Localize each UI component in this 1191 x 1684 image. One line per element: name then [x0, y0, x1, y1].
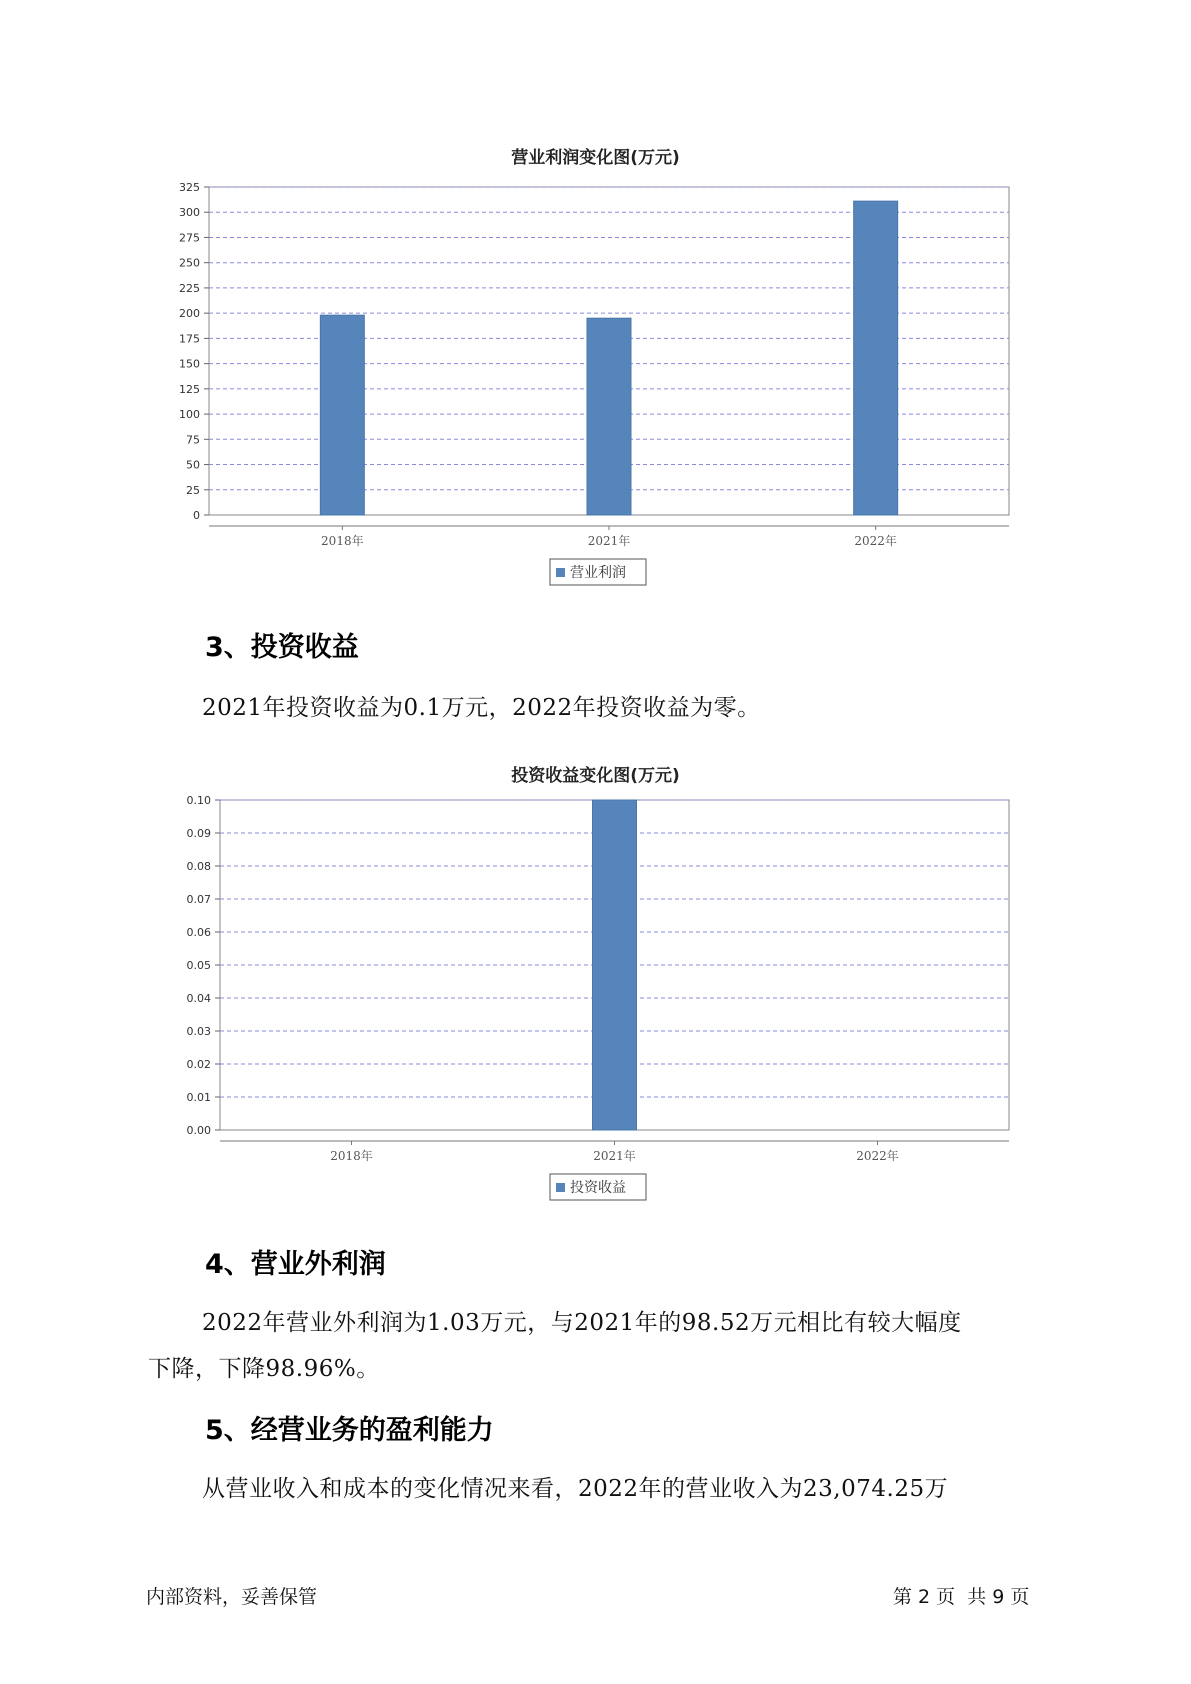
section3-heading: 3、投资收益 [205, 632, 359, 663]
section4-line1: 2022年营业外利润为1.03万元，与2021年的98.52万元相比有较大幅度 [202, 1310, 962, 1336]
x-tick-label: 2018年 [330, 1149, 373, 1163]
y-tick-label: 0.10 [186, 794, 211, 807]
legend-swatch [556, 1183, 565, 1192]
bar-2022年 [854, 201, 898, 515]
y-tick-label: 125 [179, 382, 200, 396]
y-tick-label: 0.09 [186, 827, 211, 840]
y-tick-label: 25 [186, 483, 200, 497]
y-tick-label: 300 [179, 206, 200, 220]
y-tick-label: 200 [179, 307, 200, 321]
y-tick-label: 0.01 [186, 1091, 211, 1104]
y-tick-label: 0.06 [186, 926, 211, 939]
bar-2021年 [593, 800, 637, 1130]
y-tick-label: 0.05 [186, 959, 211, 972]
y-tick-label: 0.00 [186, 1124, 211, 1137]
chart2-title: 投资收益变化图(万元) [511, 766, 680, 786]
y-tick-label: 75 [186, 433, 200, 447]
y-tick-label: 0 [193, 509, 200, 522]
section5-heading: 5、经营业务的盈利能力 [205, 1415, 494, 1446]
y-tick-label: 175 [179, 332, 200, 346]
y-tick-label: 50 [186, 458, 200, 472]
y-tick-label: 225 [179, 281, 200, 295]
section4-heading: 4、营业外利润 [205, 1249, 386, 1280]
operating-profit-chart [0, 170, 1191, 590]
footer-page-number: 第 2 页 共 9 页 [893, 1586, 1030, 1608]
y-tick-label: 0.04 [186, 992, 211, 1005]
legend-label: 投资收益 [570, 1180, 626, 1196]
y-tick-label: 0.08 [186, 860, 211, 873]
y-tick-label: 325 [179, 181, 200, 194]
x-tick-label: 2021年 [587, 534, 631, 548]
section3-text: 2021年投资收益为0.1万元，2022年投资收益为零。 [202, 695, 761, 721]
y-tick-label: 0.07 [186, 893, 211, 906]
y-tick-label: 0.03 [186, 1025, 211, 1038]
y-tick-label: 0.02 [186, 1058, 211, 1071]
y-tick-label: 250 [179, 256, 200, 270]
section5-text: 从营业收入和成本的变化情况来看，2022年的营业收入为23,074.25万 [202, 1476, 949, 1502]
y-tick-label: 150 [179, 357, 200, 371]
bar-2018年 [320, 315, 364, 515]
footer-confidential: 内部资料，妥善保管 [146, 1586, 318, 1608]
investment-income-chart [0, 795, 1191, 1215]
legend-label: 营业利润 [570, 565, 626, 581]
section4-line2: 下降，下降98.96%。 [148, 1356, 380, 1382]
x-tick-label: 2021年 [593, 1149, 636, 1163]
x-tick-label: 2022年 [854, 534, 897, 548]
x-tick-label: 2018年 [321, 534, 364, 548]
y-tick-label: 100 [179, 408, 200, 422]
bar-2021年 [587, 318, 631, 515]
x-tick-label: 2022年 [856, 1149, 899, 1163]
y-tick-label: 275 [179, 231, 200, 245]
chart1-title: 营业利润变化图(万元) [511, 148, 680, 168]
legend-swatch [556, 568, 565, 577]
